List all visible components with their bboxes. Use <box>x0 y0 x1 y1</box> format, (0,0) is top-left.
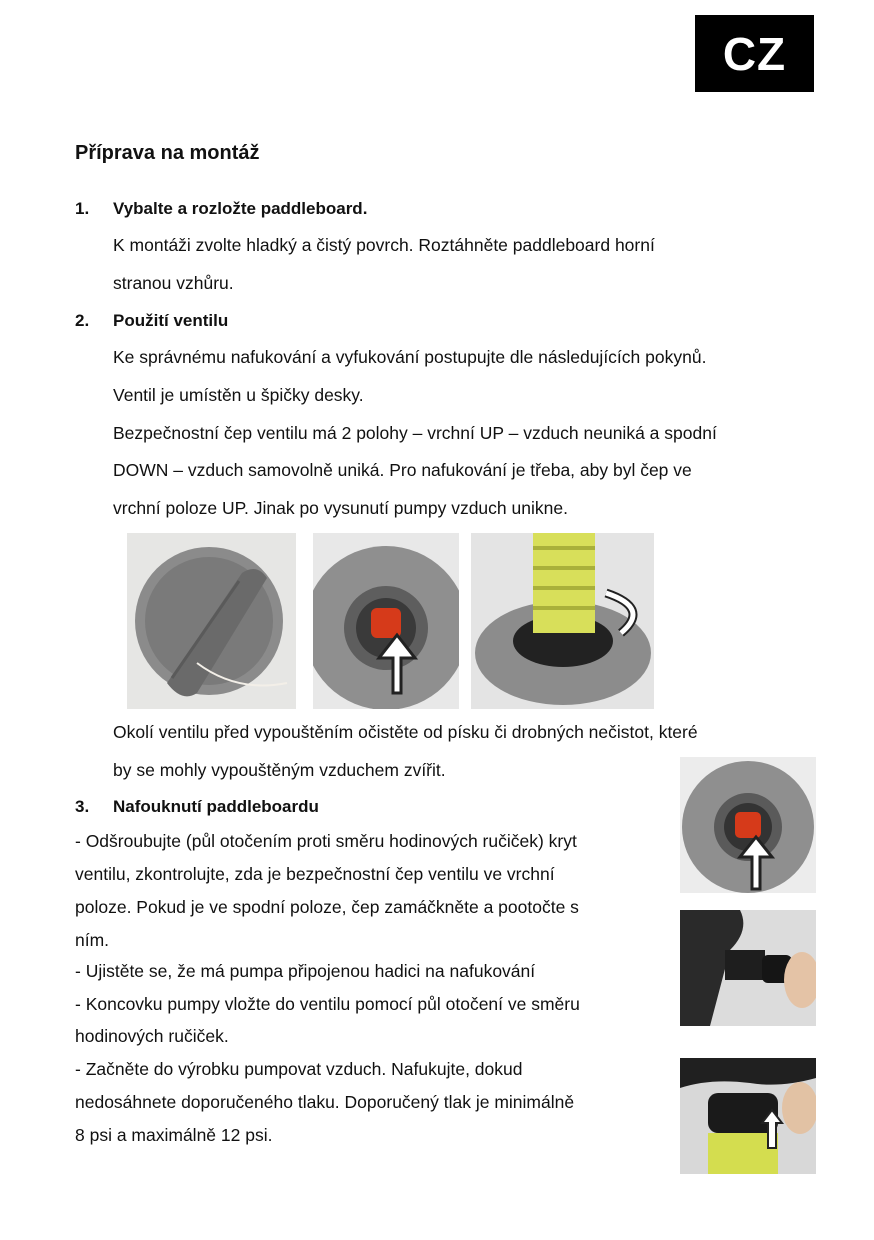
section-3-number: 3. <box>75 797 90 816</box>
page-title: Příprava na montáž <box>75 142 260 164</box>
section-2-after-line: Okolí ventilu před vypouštěním očistěte od písku či drobných nečistot, které <box>113 722 698 742</box>
section-3-line: poloze. Pokud je ve spodní poloze, čep zamáčkněte a pootočte s <box>75 897 579 917</box>
valve-cap-photo <box>127 533 296 709</box>
section-2-number: 2. <box>75 311 90 330</box>
section-1-heading: Vybalte a rozložte paddleboard. <box>113 199 368 218</box>
section-2-after-line: by se mohly vypouštěným vzduchem zvířit. <box>113 760 446 780</box>
section-2-line: Ventil je umístěn u špičky desky. <box>113 385 364 405</box>
section-3-line: - Odšroubujte (půl otočením proti směru hodinových ručiček) kryt <box>75 831 577 851</box>
hose-connector-photo <box>680 910 816 1026</box>
section-3-line: ventilu, zkontrolujte, zda je bezpečnostní čep ventilu ve vrchní <box>75 864 555 884</box>
pump-hose-photo <box>471 533 654 709</box>
section-3-line: nedosáhnete doporučeného tlaku. Doporučený tlak je minimálně <box>75 1092 575 1112</box>
section-3-line: - Začněte do výrobku pumpovat vzduch. Nafukujte, dokud <box>75 1059 523 1079</box>
valve-pin-closeup-photo <box>680 757 816 893</box>
section-2-line: vrchní poloze UP. Jinak po vysunutí pumpy vzduch unikne. <box>113 498 568 518</box>
valve-pin-photo <box>313 533 459 709</box>
pump-insert-photo <box>680 1058 816 1174</box>
language-badge: CZ <box>695 15 814 92</box>
section-1-line: K montáži zvolte hladký a čistý povrch. Roztáhněte paddleboard horní <box>113 235 655 255</box>
section-2-line: DOWN – vzduch samovolně uniká. Pro nafukování je třeba, aby byl čep ve <box>113 460 692 480</box>
section-1-line: stranou vzhůru. <box>113 273 234 293</box>
section-2-line: Bezpečnostní čep ventilu má 2 polohy – vrchní UP – vzduch neuniká a spodní <box>113 423 717 443</box>
section-3-line: ním. <box>75 930 110 950</box>
section-3-heading: Nafouknutí paddleboardu <box>113 797 319 816</box>
section-3-line: 8 psi a maximálně 12 psi. <box>75 1125 273 1145</box>
section-2-line: Ke správnému nafukování a vyfukování postupujte dle následujících pokynů. <box>113 347 707 367</box>
section-3-line: hodinových ručiček. <box>75 1026 229 1046</box>
section-3-line: - Koncovku pumpy vložte do ventilu pomocí půl otočení ve směru <box>75 994 580 1014</box>
section-3-line: - Ujistěte se, že má pumpa připojenou hadici na nafukování <box>75 961 536 981</box>
section-2-heading: Použití ventilu <box>113 311 229 330</box>
section-1-number: 1. <box>75 199 90 218</box>
